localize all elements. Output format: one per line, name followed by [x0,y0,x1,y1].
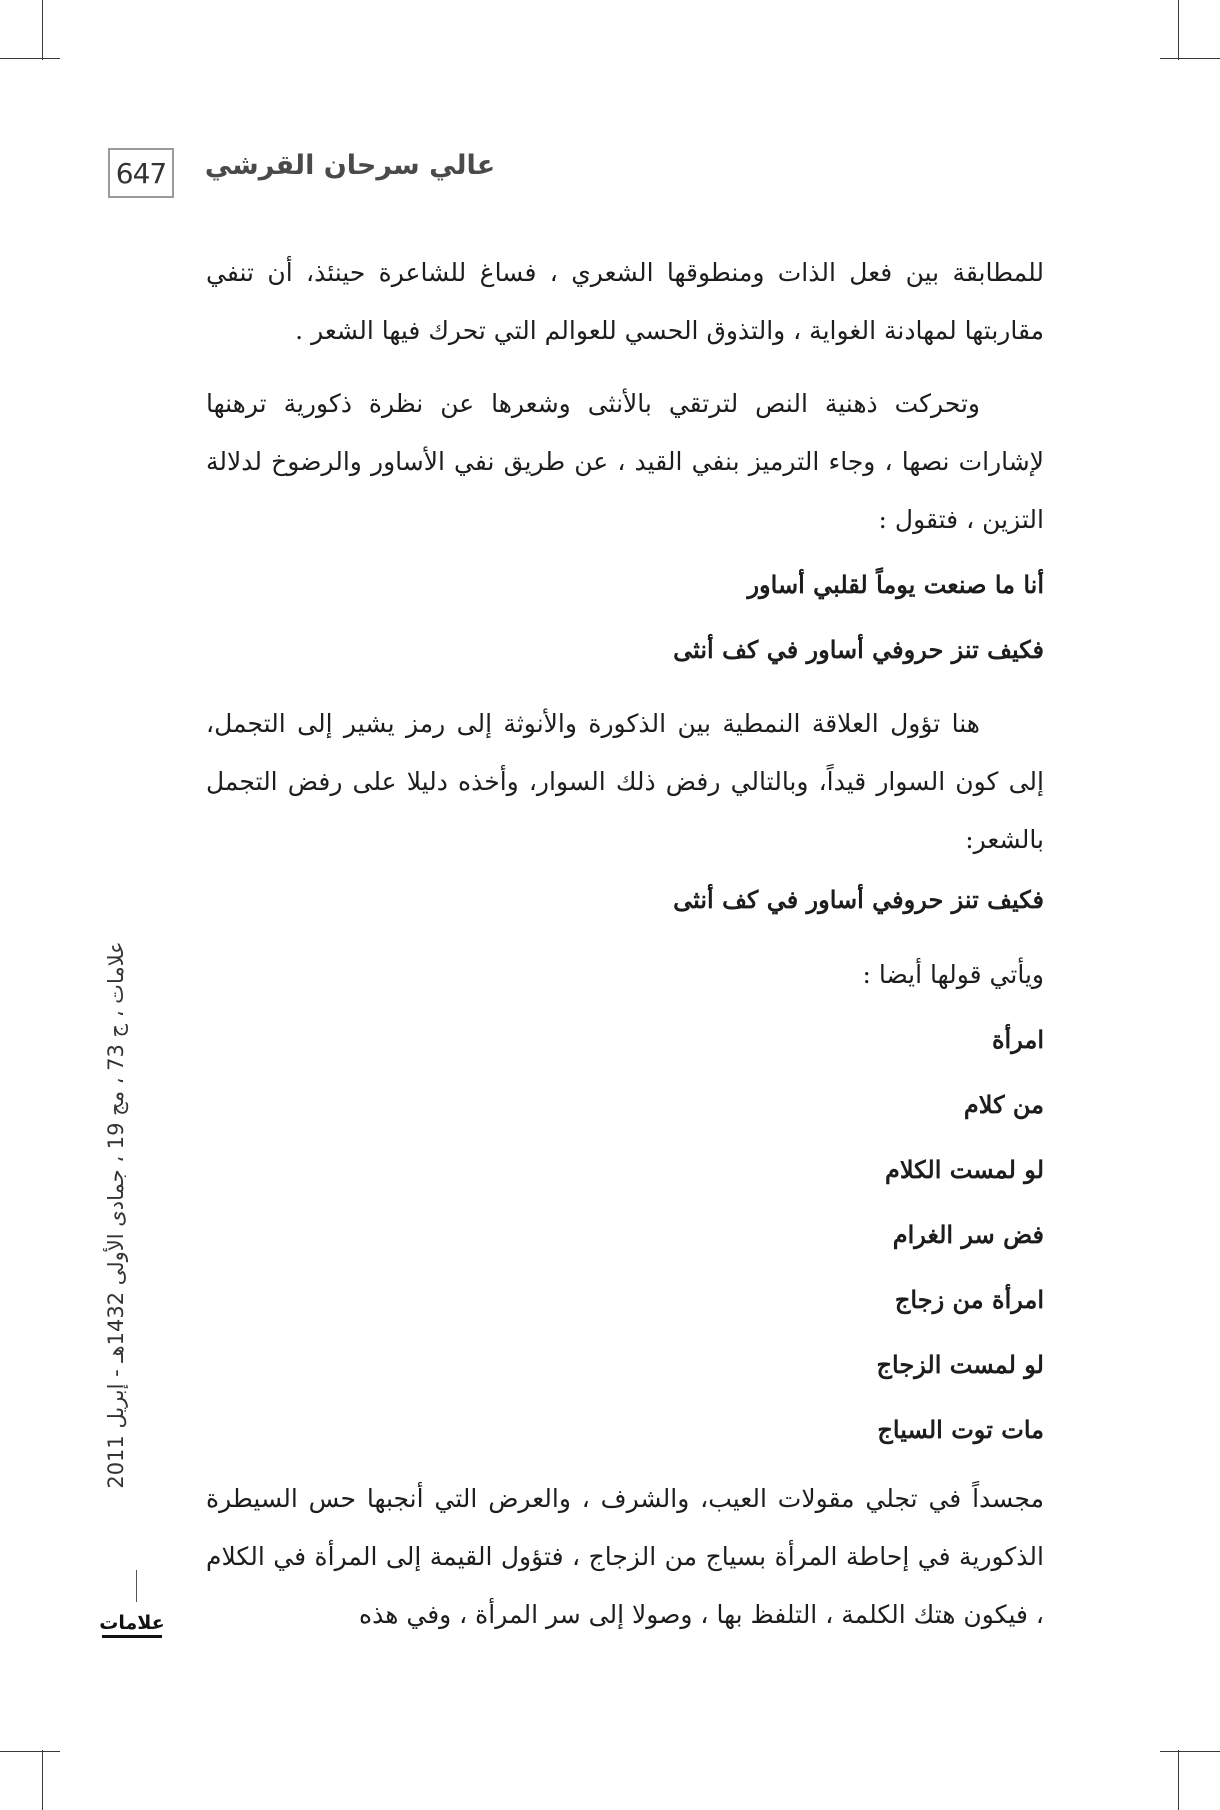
paragraph-2: وتحركت ذهنية النص لترتقي بالأنثى وشعرها عن نظرة ذكورية ترهنها لإشارات نصها ، وجاء الترميز بنفي القيد ، عن طريق نفي الأساور والرضوخ لدلالة التزين ، فتقول : [206,389,1044,534]
paragraph-3: هنا تؤول العلاقة النمطية بين الذكورة والأنوثة إلى رمز يشير إلى التجمل، إلى كون السوار قيداً، وبالتالي رفض ذلك السوار، وأخذه دليلا على رفض التجمل بالشعر: [206,709,1044,854]
paragraph-4: مجسداً في تجلي مقولات العيب، والشرف ، والعرض التي أنجبها حس السيطرة الذكورية في إحاطة المرأة بسياج من الزجاج ، فتؤول القيمة إلى المرأة في الكلام ، فيكون هتك الكلمة ، التلفظ بها ، وصولا إلى سر المرأة ، وفي هذه [206,1484,1044,1629]
crop-mark [0,1751,60,1752]
poem-intro: ويأتي قولها أيضا : [862,960,1044,989]
journal-citation-text: علامات ، ج 73 ، مج 19 ، جمادى الأولى 1432هـ - إبريل 2011 [104,941,128,1489]
verse-line-2: فكيف تنز حروفي أساور في كف أنثى [673,635,1044,664]
page-number: 647 [108,148,174,198]
poem-line: امرأة من زجاج [894,1285,1044,1314]
crop-mark [1178,1750,1179,1810]
crop-mark [42,0,43,60]
crop-mark [1178,0,1179,60]
verse-line-1: أنا ما صنعت يوماً لقلبي أساور [747,570,1044,599]
crop-mark [42,1750,43,1810]
paragraph-1: للمطابقة بين فعل الذات ومنطوقها الشعري ، فساغ للشاعرة حينئذ، أن تنفي مقاربتها لمهادنة الغواية ، والتذوق الحسي للعوالم التي تحرك فيها الشعر . [206,258,1044,345]
journal-logo-text: علامات [99,1612,165,1634]
logo-underline [102,1635,162,1638]
poem-line: فض سر الغرام [892,1220,1044,1249]
poem-line: امرأة [991,1025,1044,1054]
poem-line: لو لمست الكلام [885,1155,1044,1184]
journal-logo [100,1605,164,1645]
crop-mark [1160,1751,1220,1752]
poem-line: مات توت السياج [877,1415,1044,1444]
poem-line: لو لمست الزجاج [876,1350,1044,1379]
poem-line: من كلام [963,1090,1044,1119]
crop-mark [0,58,60,59]
divider [136,1570,137,1602]
running-head-author: عالي سرحان القرشي [204,150,496,181]
verse-line-3: فكيف تنز حروفي أساور في كف أنثى [673,885,1044,914]
crop-mark [1160,58,1220,59]
